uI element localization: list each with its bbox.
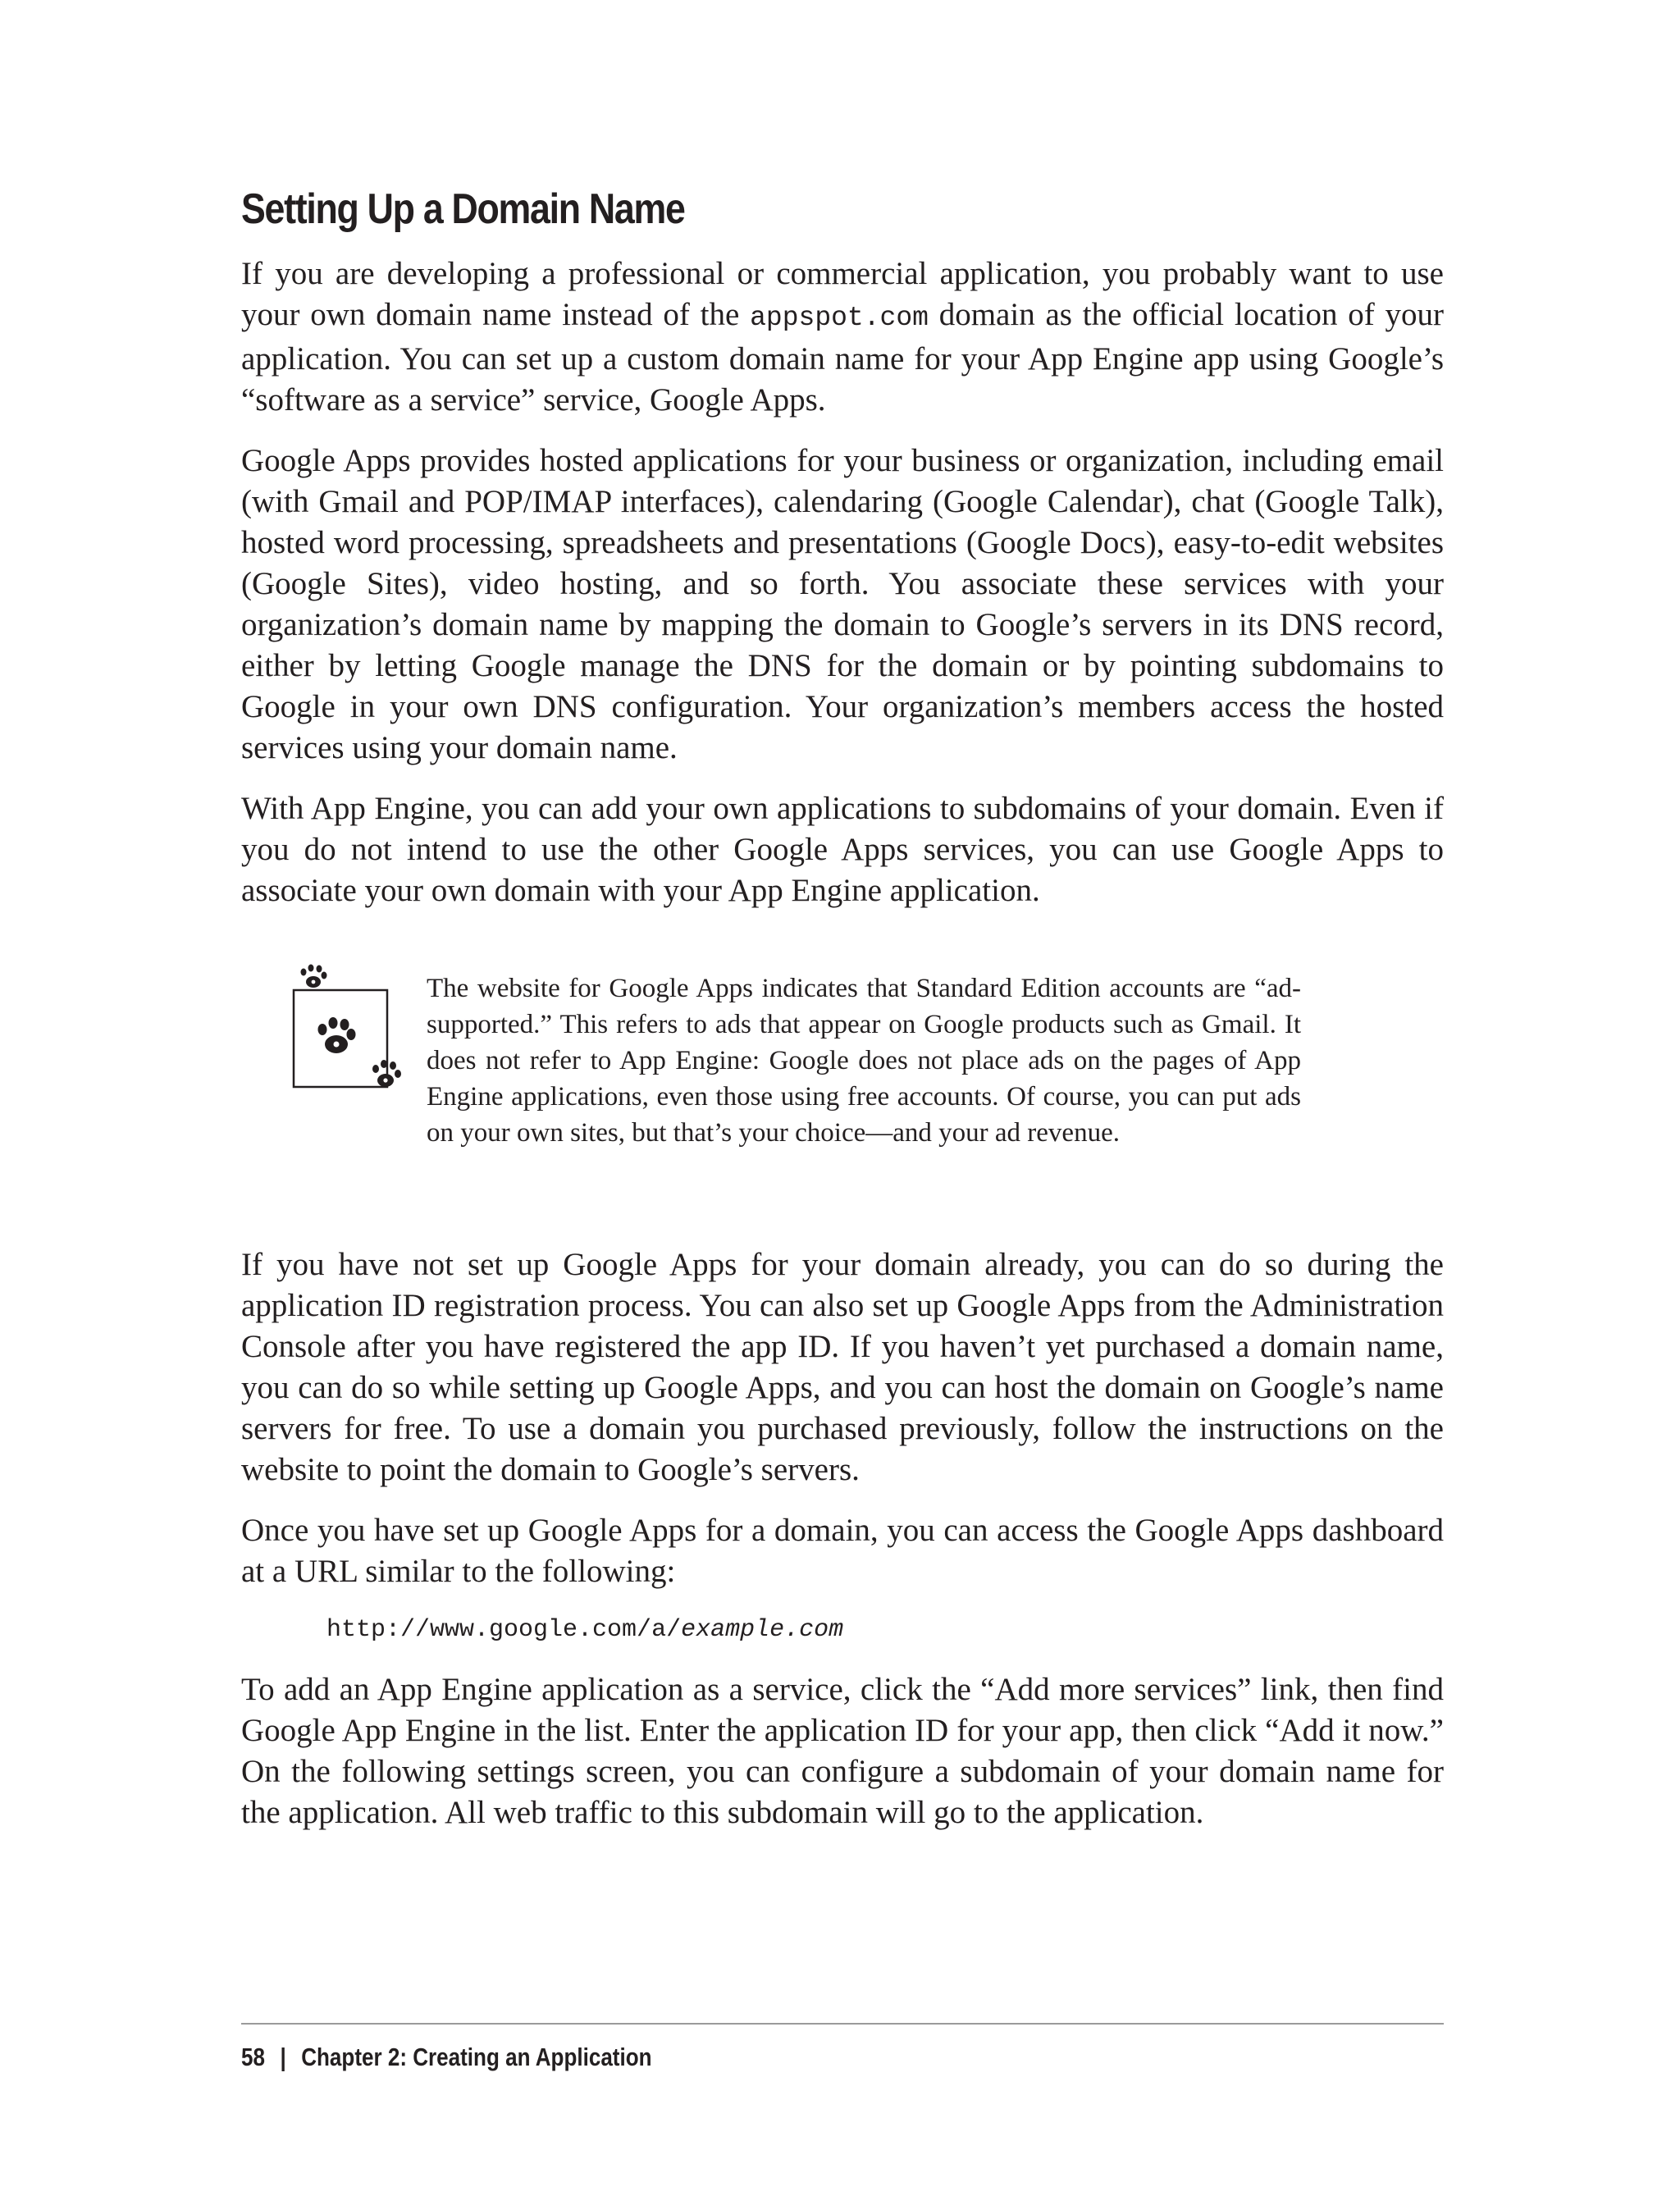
paragraph-custom-domain [241, 253, 1444, 421]
inline-code-appspot: appspot.com [750, 303, 929, 333]
tip-note-text: The website for Google Apps indicates that Standard Edition accounts are “ad-supported.” This refers to ads that appear on Google products such as Gmail. It does not refer to App Engine: Google does not place ads on the pages of App Engine applications, even those using free accounts. Of course, you can put ads on your own sites, but that’s your choice—and your ad revenue. [427, 974, 1301, 1148]
footer-divider [241, 2023, 1444, 2025]
paragraph-text: If you are developing a professional or commercial application, you probably want to use your own domain name instead of the [241, 256, 1444, 332]
paragraph-setup-google-apps: If you have not set up Google Apps for your domain already, you can do so during the application ID registration process. You can also set up Google Apps from the Administration Console after you have registered the app ID. If you haven’t yet purchased a domain name, you can do so while setting up Google Apps, and you can host the domain on Google’s name servers for free. To use a domain you purchased previously, follow the instructions on the website to point the domain to Google’s servers. [241, 1247, 1444, 1487]
paw-prints-tip-icon [287, 961, 418, 1100]
paragraph-subdomains: With App Engine, you can add your own applications to subdomains of your domain. Even if you do not intend to use the other Google Apps services, you can use Google Apps to associate your own domain with your App Engine application. [241, 791, 1444, 908]
page-footer [241, 2023, 1444, 2075]
tip-note [241, 952, 1444, 1200]
paragraph-text: domain as the official location of your application. You can set up a custom domain name for your App Engine app using Google’s “software as a service” service, Google Apps. [241, 297, 1444, 418]
page-content [241, 176, 1444, 1853]
paragraph-dashboard-url: Once you have set up Google Apps for a domain, you can access the Google Apps dashboard at a URL similar to the following: [241, 1513, 1444, 1589]
dashboard-url-code [326, 1612, 1444, 1648]
chapter-title: Chapter 2: Creating an Application [301, 2043, 652, 2071]
footer-separator: | [280, 2043, 286, 2071]
section-title: Setting Up a Domain Name [241, 185, 685, 233]
page-number: 58 [241, 2043, 265, 2071]
url-prefix: http://www.google.com/a/ [326, 1616, 682, 1644]
url-placeholder: example.com [681, 1616, 844, 1644]
paragraph-google-apps: Google Apps provides hosted applications for your business or organization, including email (with Gmail and POP/IMAP interfaces), calendaring (Google Calendar), chat (Google Talk), hosted word processing, spreadsheets and presentations (Google Docs), easy-to-edit websites (Google Sites), video hosting, and so forth. You associate these services with your organization’s domain name by mapping the domain to Google’s servers in its DNS record, either by letting Google manage the DNS for the domain or by pointing subdomains to Google in your own DNS configuration. Your organization’s members access the hosted services using your domain name. [241, 443, 1444, 765]
paragraph-add-app-service: To add an App Engine application as a service, click the “Add more services” link, then find Google App Engine in the list. Enter the application ID for your app, then click “Add it now.” On the following settings screen, you can configure a subdomain of your domain name for the application. All web traffic to this subdomain will go to the application. [241, 1672, 1444, 1830]
footer-running-head [241, 2039, 1251, 2075]
